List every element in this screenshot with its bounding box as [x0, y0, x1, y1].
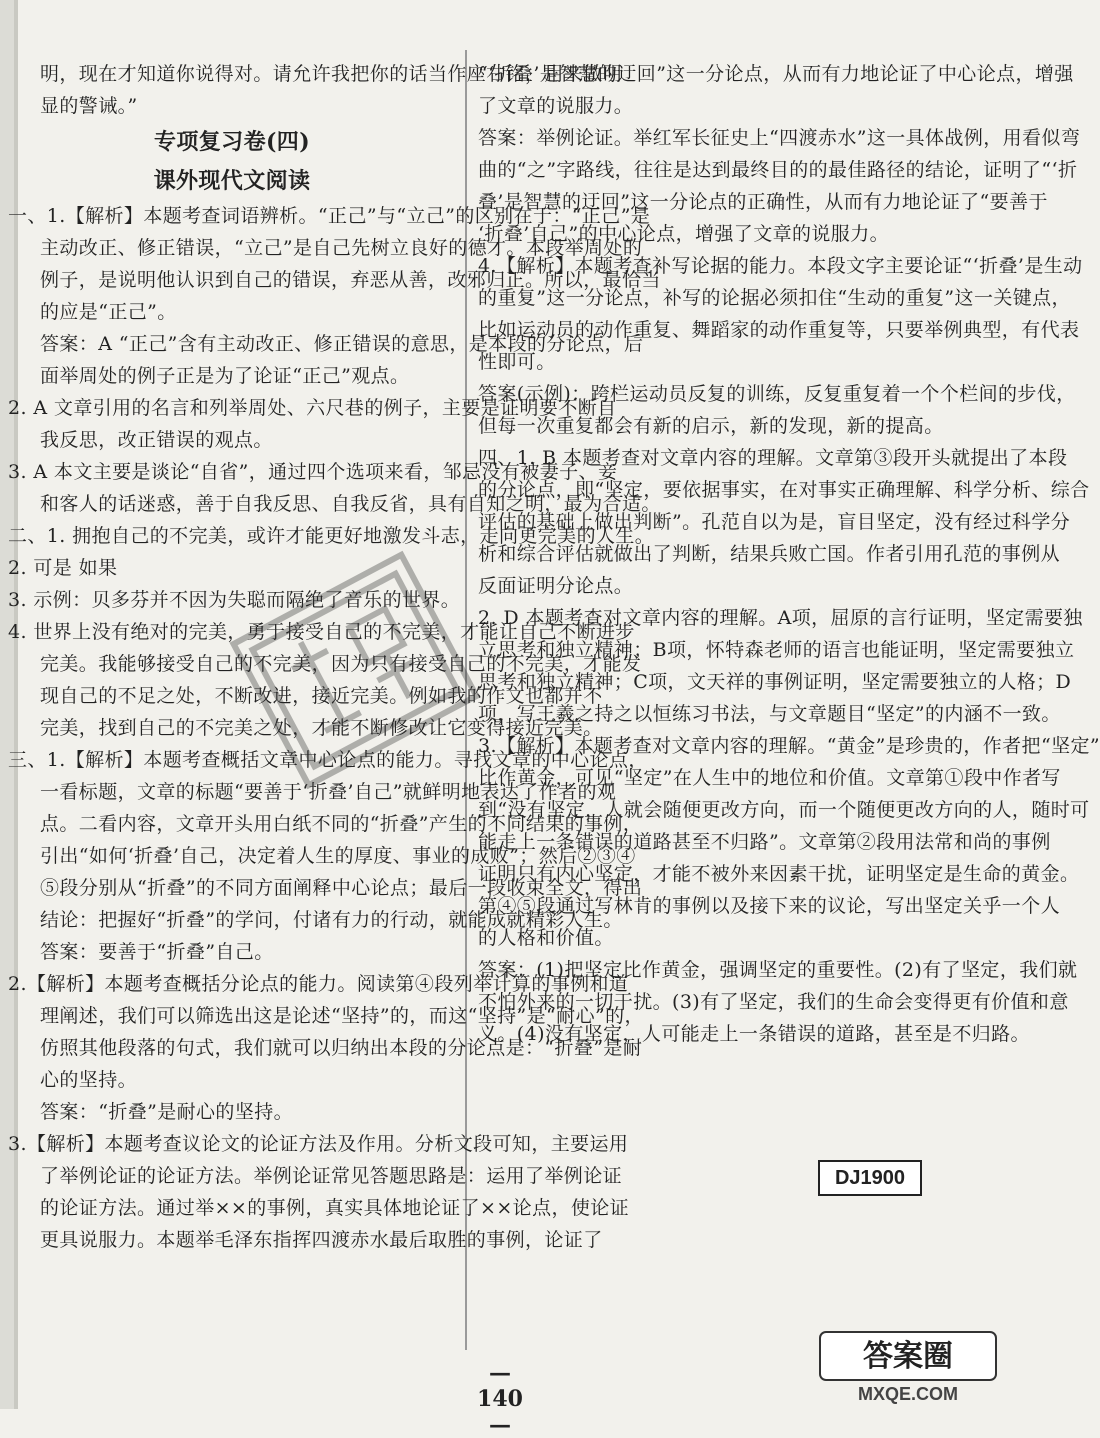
text-line: 现自己的不足之处，不断改进，接近完美。例如我的作文也都并不: [40, 685, 603, 707]
text-line: 一看标题，文章的标题“要善于‘折叠’自己”就鲜明地表达了作者的观: [40, 781, 617, 803]
text-line: 比如运动员的动作重复、舞蹈家的动作重复等，只要举例典型，有代表: [478, 319, 1080, 341]
text-line: 3. A 本文主要是谈论“自省”，通过四个选项来看，邹忌没有被妻子、妾: [8, 461, 618, 483]
text-line: 3.【解析】本题考查对文章内容的理解。“黄金”是珍贵的，作者把“坚定”: [478, 735, 1100, 757]
watermark-cn: 答案圈: [863, 1340, 953, 1373]
text-line: 主动改正、修正错误，“立己”是自己先树立良好的德才。本段举周处的: [40, 237, 643, 259]
text-line: 结论：把握好“折叠”的学问，付诸有力的行动，就能成就精彩人生。: [40, 909, 623, 931]
text-line: 我反思，改正错误的观点。: [40, 429, 273, 451]
text-line: 3.【解析】本题考查议论文的论证方法及作用。分析文段可知，主要运用: [8, 1133, 629, 1155]
text-line: 析和综合评估就做出了判断，结果兵败亡国。作者引用孔范的事例从: [478, 543, 1061, 565]
text-line: 的应是“正己”。: [40, 301, 177, 323]
text-line: 能走上一条错误的道路甚至不归路”。文章第②段用法常和尚的事例: [478, 831, 1051, 853]
text-line: 2. 可是 如果: [8, 557, 118, 579]
text-line: 和客人的话迷惑，善于自我反思、自我反省，具有自知之明，最为合适。: [40, 493, 661, 515]
text-line: 二、1. 拥抱自己的不完美，或许才能更好地激发斗志，走向更完美的人生。: [8, 525, 655, 547]
text-line: 仿照其他段落的句式，我们就可以归纳出本段的分论点是：“折叠”是耐: [40, 1037, 643, 1059]
text-line: 2.【解析】本题考查概括分论点的能力。阅读第④段列举计算的事例和道: [8, 973, 629, 995]
text-line: ⑤段分别从“折叠”的不同方面阐释中心论点；最后一段收束全文，得出: [40, 877, 643, 899]
text-line: 了文章的说服力。: [478, 95, 634, 117]
text-line: 项，写王羲之持之以恒练习书法，与文章题目“坚定”的内涵不一致。: [478, 703, 1061, 725]
right-column: [470, 58, 1100, 1050]
answer-line: 答案：A “正己”含有主动改正、修正错误的意思，是本段的分论点，后: [40, 333, 644, 355]
text-line: 一、1.【解析】本题考查词语辨析。“正己”与“立己”的区别在于：“正己”是: [8, 205, 651, 227]
section-title: 专项复习卷(四): [153, 129, 311, 155]
text-line: 点。二看内容，文章开头用白纸不同的“折叠”产生的不同结果的事例，: [40, 813, 643, 835]
page-number: —140—: [477, 1360, 523, 1438]
text-line: 3. 示例：贝多芬并不因为失聪而隔绝了音乐的世界。: [8, 589, 461, 611]
watermark-logo: [818, 1330, 998, 1405]
text-line: 的人格和价值。: [478, 927, 614, 949]
text-line: 到“没有坚定，人就会随便更改方向，而一个随便更改方向的人，随时可: [478, 799, 1090, 821]
text-line: 叠’是智慧的迂回”这一分论点的正确性，从而有力地论证了“要善于: [478, 191, 1048, 213]
answer-line: 答案(示例)：跨栏运动员反复的训练，反复重复着一个个栏间的步伐，: [478, 383, 1076, 405]
text-line: 4.【解析】本题考查补写论据的能力。本段文字主要论证“‘折叠’是生动: [478, 255, 1083, 277]
text-line: 思考和独立精神；C项，文天祥的事例证明，坚定需要独立的人格；D: [478, 671, 1072, 693]
text-line: ‘折叠’自己”的中心论点，增强了文章的说服力。: [478, 223, 889, 245]
answer-line: 答案：要善于“折叠”自己。: [40, 941, 274, 963]
section-subtitle: 课外现代文阅读: [153, 168, 311, 194]
text-line: 反面证明分论点。: [478, 575, 634, 597]
answer-line: 答案：“折叠”是耐心的坚持。: [40, 1101, 294, 1123]
text-line: 不怕外来的一切干扰。(3)有了坚定，我们的生命会变得更有价值和意: [478, 991, 1069, 1013]
text-line: 立思考和独立精神；B项，怀特森老师的语言也能证明，坚定需要独立: [478, 639, 1075, 661]
text-line: 引出“如何‘折叠’自己，决定着人生的厚度、事业的成败”；然后②③④: [40, 845, 636, 867]
text-line: 第④⑤段通过写林肯的事例以及接下来的议论，写出坚定关乎一个人: [478, 895, 1061, 917]
text-line: 面举周处的例子正是为了论证“正己”观点。: [40, 365, 410, 387]
text-line: 2. D 本题考查对文章内容的理解。A项，屈原的言行证明，坚定需要独: [478, 607, 1083, 629]
text-line: 明，现在才知道你说得对。请允许我把你的话当作座右铭，用来做明: [40, 63, 623, 85]
text-line: 的论证方法。通过举××的事例，真实具体地论证了××论点，使论证: [40, 1197, 630, 1219]
text-line: 完美。我能够接受自己的不完美，因为只有接受自己的不完美，才能发: [40, 653, 642, 675]
text-line: 例子，是说明他认识到自己的错误，弃恶从善，改邪归正。所以，最恰当: [40, 269, 661, 291]
text-line: 性即可。: [478, 351, 556, 373]
text-line: 比作黄金，可见“坚定”在人生中的地位和价值。文章第①段中作者写: [478, 767, 1061, 789]
text-line: 评估的基础上做出判断”。孔范自以为是，盲目坚定，没有经过科学分: [478, 511, 1071, 533]
book-code: DJ1900: [818, 1160, 922, 1196]
text-line: 的分论点，即“坚定，要依据事实，在对事实正确理解、科学分析、综合: [478, 479, 1090, 501]
text-line: 三、1.【解析】本题考查概括文章中心论点的能力。寻找文章的中心论点，: [8, 749, 648, 771]
answer-line: 答案：举例论证。举红军长征史上“四渡赤水”这一具体战例，用看似弯: [478, 127, 1081, 149]
text-line: 2. A 文章引用的名言和列举周处、六尺巷的例子，主要是证明要不断自: [8, 397, 617, 419]
text-line: 4. 世界上没有绝对的完美，勇于接受自己的不完美，才能让自己不断进步: [8, 621, 635, 643]
text-line: 显的警诫。”: [40, 95, 138, 117]
text-line: 完美，找到自己的不完美之处，才能不断修改让它变得接近完美。: [40, 717, 603, 739]
stamp-overlay: [240, 560, 470, 780]
watermark-en: MXQE.COM: [857, 1384, 959, 1404]
text-line: 的重复”这一分论点，补写的论据必须扣住“生动的重复”这一关键点，: [478, 287, 1071, 309]
text-line: 义。(4)没有坚定，人可能走上一条错误的道路，甚至是不归路。: [478, 1023, 1030, 1045]
text-line: 理阐述，我们可以筛选出这是论述“坚持”的，而这“坚持”是“耐心”的，: [40, 1005, 644, 1027]
text-line: “‘折叠’是智慧的迂回”这一分论点，从而有力地论证了中心论点，增强: [478, 63, 1074, 85]
text-line: 但每一次重复都会有新的启示，新的发现，新的提高。: [478, 415, 944, 437]
text-line: 心的坚持。: [40, 1069, 138, 1091]
text-line: 四、1. B 本题考查对文章内容的理解。文章第③段开头就提出了本段: [478, 447, 1068, 469]
text-line: 曲的“之”字路线，往往是达到最终目的的最佳路径的结论，证明了“‘折: [478, 159, 1078, 181]
text-line: 更具说服力。本题举毛泽东指挥四渡赤水最后取胜的事例，论证了: [40, 1229, 603, 1251]
text-line: 了举例论证的论证方法。举例论证常见答题思路是：运用了举例论证: [40, 1165, 623, 1187]
text-line: 证明只有内心坚定，才能不被外来因素干扰，证明坚定是生命的黄金。: [478, 863, 1080, 885]
answer-line: 答案：(1)把坚定比作黄金，强调坚定的重要性。(2)有了坚定，我们就: [478, 959, 1078, 981]
